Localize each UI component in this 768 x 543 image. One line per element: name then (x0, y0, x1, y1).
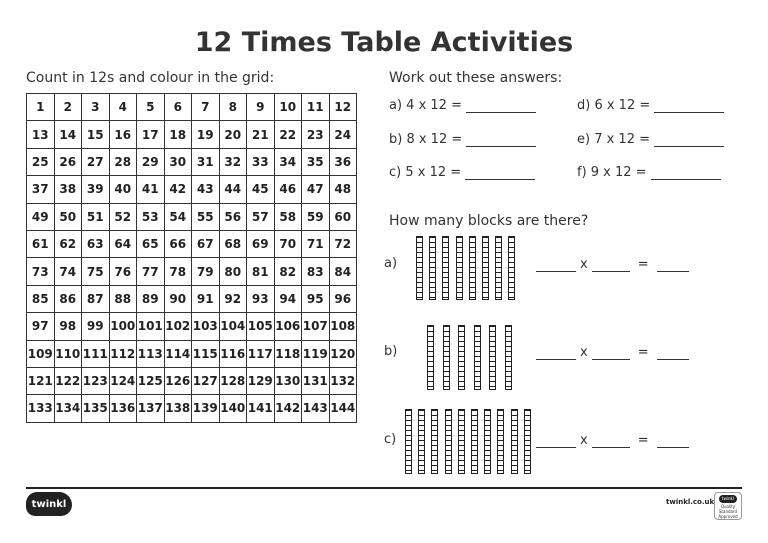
answer-line[interactable] (536, 347, 576, 360)
grid-cell[interactable]: 94 (274, 285, 302, 312)
grid-cell[interactable]: 54 (164, 203, 192, 230)
grid-cell[interactable]: 39 (82, 176, 110, 203)
grid-cell[interactable]: 33 (247, 148, 275, 175)
grid-cell[interactable]: 76 (109, 258, 137, 285)
grid-row (27, 367, 357, 394)
grid-cell[interactable]: 140 (219, 395, 247, 422)
quality-badge (714, 492, 742, 520)
grid-cell[interactable]: 137 (137, 395, 165, 422)
answer-line[interactable] (654, 98, 724, 113)
block-bar (416, 236, 423, 300)
grid-row (27, 121, 357, 148)
question-e (577, 132, 724, 147)
block-bar (445, 409, 452, 474)
grid-row (27, 176, 357, 203)
grid-cell[interactable]: 10 (274, 94, 302, 121)
grid-cell[interactable]: 59 (302, 203, 330, 230)
grid-cell[interactable]: 119 (302, 340, 330, 367)
blocks-instruction: How many blocks are there? (389, 213, 589, 229)
grid-cell[interactable]: 75 (82, 258, 110, 285)
grid-cell[interactable]: 106 (274, 313, 302, 340)
grid-cell[interactable]: 128 (219, 367, 247, 394)
grid-cell[interactable]: 52 (109, 203, 137, 230)
grid-cell[interactable]: 100 (109, 313, 137, 340)
equals-sign: = (637, 345, 649, 360)
grid-row (27, 258, 357, 285)
block-bar (405, 409, 412, 474)
question-f (577, 165, 721, 180)
badge-logo: twinkl (719, 495, 737, 503)
grid-cell[interactable]: 17 (137, 121, 165, 148)
grid-cell[interactable]: 56 (219, 203, 247, 230)
grid-cell[interactable]: 139 (192, 395, 220, 422)
grid-cell[interactable]: 50 (54, 203, 82, 230)
answer-line[interactable] (592, 347, 630, 360)
grid-cell[interactable]: 14 (54, 121, 82, 148)
grid-cell[interactable]: 144 (329, 395, 357, 422)
grid-cell[interactable]: 58 (274, 203, 302, 230)
question-a (389, 98, 536, 113)
grid-cell[interactable]: 92 (219, 285, 247, 312)
block-bar (497, 409, 504, 474)
answer-line[interactable] (657, 435, 689, 448)
grid-cell[interactable]: 141 (247, 395, 275, 422)
block-bar (427, 325, 434, 390)
block-bar (505, 325, 512, 390)
grid-cell[interactable]: 126 (164, 367, 192, 394)
question-label: d) 6 x 12 = (577, 98, 651, 113)
grid-cell[interactable]: 115 (192, 340, 220, 367)
grid-cell[interactable]: 5 (137, 94, 165, 121)
grid-cell[interactable]: 37 (27, 176, 55, 203)
grid-cell[interactable]: 86 (54, 285, 82, 312)
grid-cell[interactable]: 57 (247, 203, 275, 230)
grid-cell[interactable]: 1 (27, 94, 55, 121)
grid-cell[interactable]: 30 (164, 148, 192, 175)
question-d (577, 98, 724, 113)
grid-cell[interactable]: 101 (137, 313, 165, 340)
grid-row (27, 230, 357, 257)
grid-cell[interactable]: 16 (109, 121, 137, 148)
grid-cell[interactable]: 81 (247, 258, 275, 285)
grid-cell[interactable]: 8 (219, 94, 247, 121)
grid-cell[interactable]: 142 (274, 395, 302, 422)
grid-cell[interactable]: 11 (302, 94, 330, 121)
grid-cell[interactable]: 40 (109, 176, 137, 203)
grid-cell[interactable]: 105 (247, 313, 275, 340)
grid-cell[interactable]: 89 (137, 285, 165, 312)
grid-cell[interactable]: 138 (164, 395, 192, 422)
equals-sign: = (637, 433, 649, 448)
grid-cell[interactable]: 73 (27, 258, 55, 285)
block-answer-a (536, 257, 689, 272)
grid-cell[interactable]: 12 (329, 94, 357, 121)
grid-cell[interactable]: 21 (247, 121, 275, 148)
answer-line[interactable] (657, 347, 689, 360)
grid-cell[interactable]: 114 (164, 340, 192, 367)
answer-line[interactable] (466, 98, 536, 113)
grid-cell[interactable]: 64 (109, 230, 137, 257)
block-answer-c (536, 433, 689, 448)
grid-cell[interactable]: 122 (54, 367, 82, 394)
times-sign: x (580, 345, 588, 360)
grid-cell[interactable]: 24 (329, 121, 357, 148)
grid-cell[interactable]: 32 (219, 148, 247, 175)
question-b (389, 132, 536, 147)
answer-line[interactable] (651, 165, 721, 180)
grid-cell[interactable]: 3 (82, 94, 110, 121)
questions-instruction: Work out these answers: (389, 70, 563, 86)
block-answer-b (536, 345, 689, 360)
block-question-a-label: a) (384, 256, 398, 271)
question-label: c) 5 x 12 = (389, 165, 462, 180)
grid-cell[interactable]: 13 (27, 121, 55, 148)
answer-line[interactable] (592, 435, 630, 448)
grid-cell[interactable]: 77 (137, 258, 165, 285)
grid-cell[interactable]: 125 (137, 367, 165, 394)
grid-cell[interactable]: 15 (82, 121, 110, 148)
grid-cell[interactable]: 35 (302, 148, 330, 175)
grid-cell[interactable]: 130 (274, 367, 302, 394)
equals-sign: = (637, 257, 649, 272)
grid-cell[interactable]: 108 (329, 313, 357, 340)
grid-cell[interactable]: 113 (137, 340, 165, 367)
grid-cell[interactable]: 31 (192, 148, 220, 175)
answer-line[interactable] (465, 165, 535, 180)
grid-cell[interactable]: 62 (54, 230, 82, 257)
grid-cell[interactable]: 112 (109, 340, 137, 367)
grid-cell[interactable]: 135 (82, 395, 110, 422)
grid-cell[interactable]: 38 (54, 176, 82, 203)
block-bar (431, 409, 438, 474)
grid-cell[interactable]: 98 (54, 313, 82, 340)
twinkl-logo: twinkl (26, 492, 72, 516)
grid-cell[interactable]: 131 (302, 367, 330, 394)
question-label: f) 9 x 12 = (577, 165, 647, 180)
grid-cell[interactable]: 27 (82, 148, 110, 175)
block-bar (429, 236, 436, 300)
grid-cell[interactable]: 29 (137, 148, 165, 175)
block-bar (469, 236, 476, 300)
grid-cell[interactable]: 23 (302, 121, 330, 148)
question-label: e) 7 x 12 = (577, 132, 650, 147)
answer-line[interactable] (592, 259, 630, 272)
grid-cell[interactable]: 127 (192, 367, 220, 394)
block-bar (443, 325, 450, 390)
grid-cell[interactable]: 6 (164, 94, 192, 121)
block-bar (524, 409, 531, 474)
block-bar (442, 236, 449, 300)
grid-cell[interactable]: 69 (247, 230, 275, 257)
site-url: twinkl.co.uk (666, 498, 715, 506)
grid-cell[interactable]: 7 (192, 94, 220, 121)
grid-cell[interactable]: 70 (274, 230, 302, 257)
question-label: b) 8 x 12 = (389, 132, 463, 147)
grid-cell[interactable]: 74 (54, 258, 82, 285)
grid-cell[interactable]: 28 (109, 148, 137, 175)
block-bar (482, 236, 489, 300)
grid-cell[interactable]: 107 (302, 313, 330, 340)
grid-cell[interactable]: 91 (192, 285, 220, 312)
grid-cell[interactable]: 90 (164, 285, 192, 312)
badge-text: Quality Standard Approved (718, 504, 738, 519)
grid-cell[interactable]: 44 (219, 176, 247, 203)
block-bar (471, 409, 478, 474)
block-bar (418, 409, 425, 474)
grid-row (27, 148, 357, 175)
grid-cell[interactable]: 43 (192, 176, 220, 203)
grid-cell[interactable]: 121 (27, 367, 55, 394)
grid-cell[interactable]: 93 (247, 285, 275, 312)
grid-cell[interactable]: 109 (27, 340, 55, 367)
grid-cell[interactable]: 19 (192, 121, 220, 148)
grid-cell[interactable]: 95 (302, 285, 330, 312)
answer-line[interactable] (657, 259, 689, 272)
footer-divider (26, 487, 742, 489)
number-grid (26, 93, 357, 423)
grid-cell[interactable]: 129 (247, 367, 275, 394)
grid-cell[interactable]: 67 (192, 230, 220, 257)
block-question-b-label: b) (384, 344, 398, 359)
grid-row (27, 94, 357, 121)
grid-cell[interactable]: 9 (247, 94, 275, 121)
grid-cell[interactable]: 47 (302, 176, 330, 203)
grid-cell[interactable]: 116 (219, 340, 247, 367)
grid-cell[interactable]: 136 (109, 395, 137, 422)
grid-cell[interactable]: 82 (274, 258, 302, 285)
answer-line[interactable] (654, 132, 724, 147)
block-bar (495, 236, 502, 300)
answer-line[interactable] (536, 259, 576, 272)
block-bar (508, 236, 515, 300)
grid-cell[interactable]: 36 (329, 148, 357, 175)
block-bar (456, 236, 463, 300)
block-bar (458, 325, 465, 390)
grid-cell[interactable]: 88 (109, 285, 137, 312)
grid-cell[interactable]: 61 (27, 230, 55, 257)
block-bar (458, 409, 465, 474)
grid-cell[interactable]: 60 (329, 203, 357, 230)
grid-cell[interactable]: 79 (192, 258, 220, 285)
times-sign: x (580, 257, 588, 272)
block-bar (484, 409, 491, 474)
grid-cell[interactable]: 55 (192, 203, 220, 230)
times-sign: x (580, 433, 588, 448)
grid-cell[interactable]: 87 (82, 285, 110, 312)
grid-row (27, 203, 357, 230)
grid-cell[interactable]: 103 (192, 313, 220, 340)
grid-cell[interactable]: 72 (329, 230, 357, 257)
grid-cell[interactable]: 117 (247, 340, 275, 367)
grid-cell[interactable]: 85 (27, 285, 55, 312)
answer-line[interactable] (466, 132, 536, 147)
block-bar (489, 325, 496, 390)
grid-cell[interactable]: 41 (137, 176, 165, 203)
grid-cell[interactable]: 25 (27, 148, 55, 175)
grid-cell[interactable]: 96 (329, 285, 357, 312)
grid-cell[interactable]: 2 (54, 94, 82, 121)
block-question-c-label: c) (384, 432, 397, 447)
grid-cell[interactable]: 65 (137, 230, 165, 257)
grid-row (27, 285, 357, 312)
grid-cell[interactable]: 68 (219, 230, 247, 257)
grid-cell[interactable]: 120 (329, 340, 357, 367)
answer-line[interactable] (536, 435, 576, 448)
grid-cell[interactable]: 53 (137, 203, 165, 230)
grid-cell[interactable]: 63 (82, 230, 110, 257)
grid-cell[interactable]: 49 (27, 203, 55, 230)
grid-row (27, 395, 357, 422)
grid-cell[interactable]: 133 (27, 395, 55, 422)
grid-row (27, 313, 357, 340)
grid-cell[interactable]: 80 (219, 258, 247, 285)
grid-cell[interactable]: 18 (164, 121, 192, 148)
question-c (389, 165, 535, 180)
grid-row (27, 340, 357, 367)
page-title: 12 Times Table Activities (194, 27, 574, 58)
grid-cell[interactable]: 71 (302, 230, 330, 257)
grid-cell[interactable]: 46 (274, 176, 302, 203)
grid-cell[interactable]: 45 (247, 176, 275, 203)
question-label: a) 4 x 12 = (389, 98, 462, 113)
grid-cell[interactable]: 84 (329, 258, 357, 285)
grid-cell[interactable]: 26 (54, 148, 82, 175)
grid-cell[interactable]: 51 (82, 203, 110, 230)
grid-cell[interactable]: 4 (109, 94, 137, 121)
grid-cell[interactable]: 124 (109, 367, 137, 394)
grid-cell[interactable]: 118 (274, 340, 302, 367)
grid-cell[interactable]: 99 (82, 313, 110, 340)
block-bar (511, 409, 518, 474)
grid-cell[interactable]: 78 (164, 258, 192, 285)
grid-cell[interactable]: 134 (54, 395, 82, 422)
grid-cell[interactable]: 102 (164, 313, 192, 340)
grid-cell[interactable]: 97 (27, 313, 55, 340)
grid-cell[interactable]: 111 (82, 340, 110, 367)
block-bar (474, 325, 481, 390)
grid-cell[interactable]: 132 (329, 367, 357, 394)
grid-instruction: Count in 12s and colour in the grid: (26, 70, 275, 86)
grid-cell[interactable]: 42 (164, 176, 192, 203)
grid-cell[interactable]: 48 (329, 176, 357, 203)
grid-cell[interactable]: 123 (82, 367, 110, 394)
grid-cell[interactable]: 83 (302, 258, 330, 285)
grid-cell[interactable]: 143 (302, 395, 330, 422)
grid-cell[interactable]: 22 (274, 121, 302, 148)
grid-cell[interactable]: 20 (219, 121, 247, 148)
grid-cell[interactable]: 66 (164, 230, 192, 257)
grid-cell[interactable]: 110 (54, 340, 82, 367)
grid-cell[interactable]: 104 (219, 313, 247, 340)
grid-cell[interactable]: 34 (274, 148, 302, 175)
